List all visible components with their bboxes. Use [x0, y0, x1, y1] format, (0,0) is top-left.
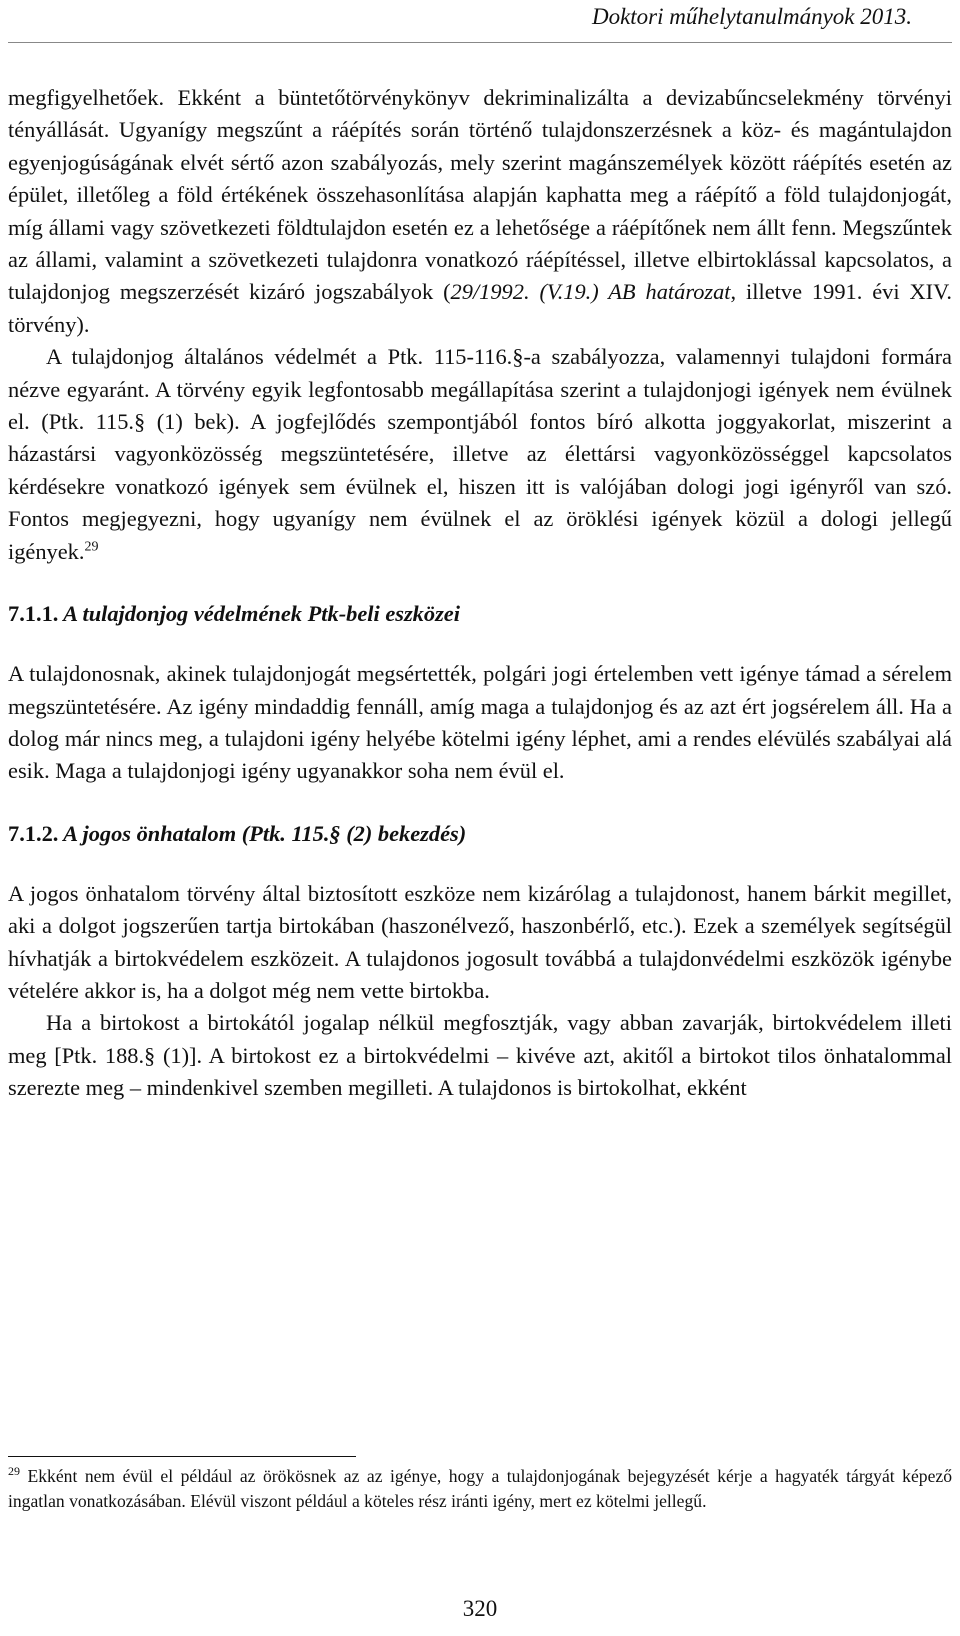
citation-ab-decision: 29/1992. (V.19.) AB határozat — [450, 279, 731, 305]
paragraph-protection-text: A tulajdonjog általános védelmét a Ptk. 115-116.§-a szabályozza, valamennyi tulajdoni formára nézve egyaránt. A törvény egyik legfontosabb megállapítása szerint a tulajdonjogi igények nem évülnek el. (Ptk. 115.§ (1) bek). A jogfejlődés szempontjából fontos bíró alkotta joggyakorlat, miszerint a házastársi vagyonközösség megszüntetésére, illetve az élettársi vagyonközösséggel kapcsolatos kérdésekre vonatkozó igények sem évülnek el, hiszen itt is valójában dologi jogi igényről van szó. Fontos megjegyezni, hogy ugyanígy nem évülnek el az öröklési igények közül a dologi jellegű igények. — [8, 344, 952, 564]
section-number: 7.1.2. — [8, 820, 59, 846]
paragraph-intro-text: megfigyelhetőek. Ekként a büntetőtörvénykönyv dekriminalizálta a devizabűncselekmény törvényi tényállását. Ugyanígy megszűnt a ráépítés során történő tulajdonszerzésnek a köz- és magántulajdon egyenjogúságának elvét sértő azon szabályozás, mely szerint magánszemélyek között ráépítés esetén az épület, illetőleg a föld értékének összehasonlítása alapján kaphatta meg a ráépítő a föld tulajdonjogát, míg állami vagy szövetkezeti földtulajdon esetén ez a lehetősége a ráépítőnek nem állt fenn. Megszűntek az állami, valamint a szövetkezeti tulajdonra vonatkozó ráépítéssel, illetve elbirtoklással kapcsolatos, a tulajdonjog megszerzését kizáró jogszabályok ( — [8, 85, 952, 305]
header-rule — [8, 42, 952, 43]
footnote-reference[interactable]: 29 — [84, 539, 99, 555]
footnote-text: Ekként nem évül el például az örökösnek az az igénye, hogy a tulajdonjogának bejegyzését kérje a hagyaték tárgyát képező ingatlan vonatkozásában. Elévül viszont például a köteles rész iránti igény, mert ez kötelmi jellegű. — [8, 1466, 952, 1511]
section-heading-7-1-2 — [8, 818, 952, 850]
footnote-29 — [8, 1464, 952, 1514]
footnote-separator — [8, 1456, 356, 1457]
paragraph-owner-claim: A tulajdonosnak, akinek tulajdonjogát megsértették, polgári jogi értelemben vett igénye támad a sérelem megszüntetésére. Az igény mindaddig fennáll, amíg maga a tulajdonjog és az azt ért jogsérelem áll. Ha a dolog már nincs meg, a tulajdoni igény helyébe kötelmi igény léphet, ami a rendes elévülés szabályai alá esik. Maga a tulajdonjogi igény ugyanakkor soha nem évül el. — [8, 661, 952, 784]
paragraph-intro — [8, 82, 952, 341]
page-number: 320 — [462, 1596, 498, 1621]
section-number: 7.1.1. — [8, 601, 59, 627]
paragraph-lawful-selfhelp: A jogos önhatalom törvény által biztosított eszköze nem kizárólag a tulajdonost, hanem bárkit megillet, aki a dolgot jogszerűen tartja birtokában (haszonélvező, haszonbérlő, etc.). Ezek a személyek segítségül hívhatják a birtokvédelem eszközeit. A tulajdonos jogosult továbbá a tulajdonvédelmi eszközök igénybe vételére akkor is, ha a dolgot még nem vette birtokba. — [8, 880, 952, 1003]
footnote-mark: 29 — [8, 1464, 20, 1479]
running-header — [0, 2, 960, 38]
section-title: A jogos önhatalom (Ptk. 115.§ (2) bekezdés) — [63, 820, 467, 846]
section-title: A tulajdonjog védelmének Ptk-beli eszközei — [63, 601, 460, 627]
section-heading-7-1-1 — [8, 598, 952, 630]
paragraph-intro-end: , illetve 1991. évi XIV. törvény). — [8, 279, 952, 337]
paragraph-possession-protection: Ha a birtokost a birtokától jogalap nélkül megfosztják, vagy abban zavarják, birtokvédelem illeti meg [Ptk. 188.§ (1)]. A birtokost ez a birtokvédelmi – kivéve azt, akitől a birtokot tilos önhatalommal szerezte meg – mindenkivel szemben megilleti. A tulajdonos is birtokolhat, ekként — [8, 1010, 952, 1101]
page-body — [8, 82, 952, 1105]
journal-title: Doktori műhelytanulmányok 2013. — [591, 4, 912, 29]
paragraph-protection — [8, 341, 952, 568]
